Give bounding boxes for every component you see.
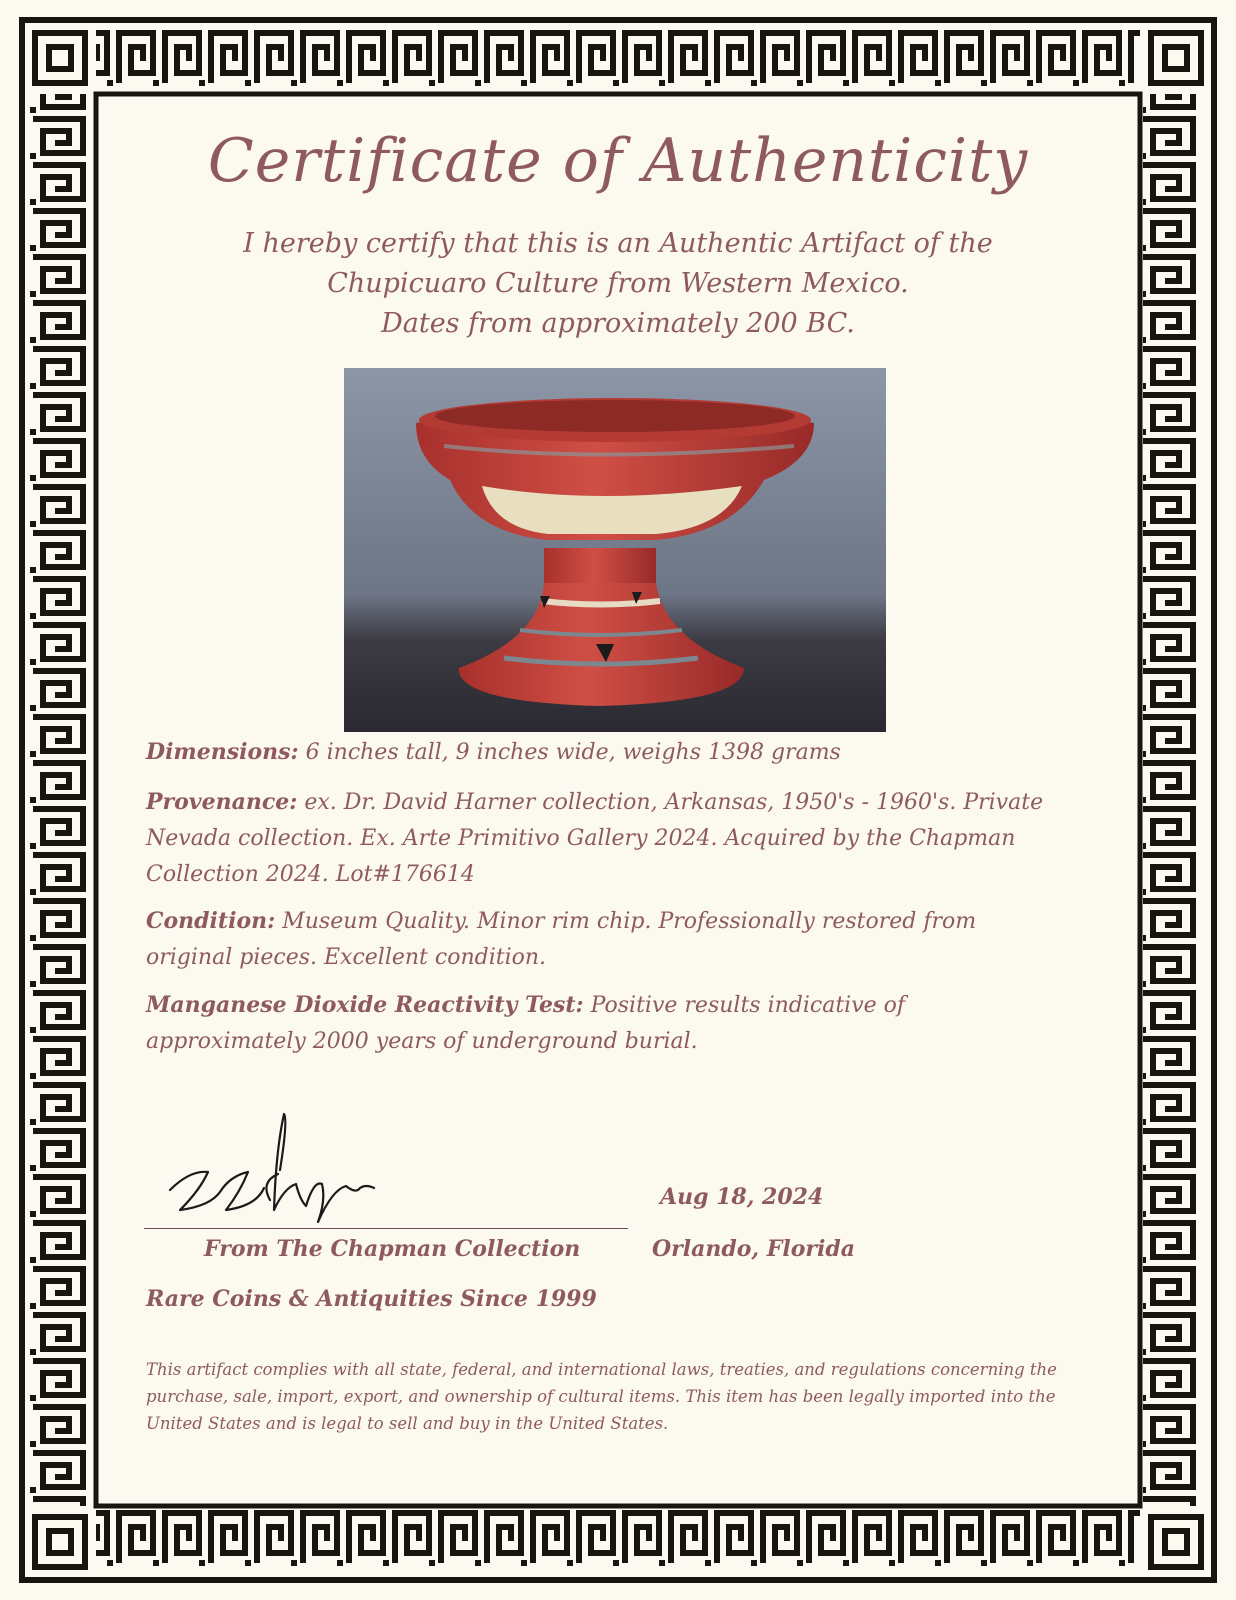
provenance-text: ex. Dr. David Harner collection, Arkansas, 1950's - 1960's. Private Nevada collection. Ex. Arte Primitivo Gallery 2024. Acquired by the Chapman Collection 2024. Lot#176614: [146, 790, 1044, 887]
dimensions-label: Dimensions:: [146, 739, 299, 765]
test-section: [146, 987, 1066, 1060]
artifact-photo-icon: [344, 368, 886, 732]
test-text: Positive results indicative of approximately 2000 years of underground burial.: [146, 993, 906, 1054]
artifact-photo: [344, 368, 886, 732]
signature-caption: From The Chapman Collection: [204, 1236, 581, 1262]
signature-icon: [160, 1110, 390, 1230]
condition-label: Condition:: [146, 908, 276, 934]
dimensions-section: [146, 734, 1066, 771]
certification-statement: [130, 224, 1106, 344]
certify-line-3: Dates from approximately 200 BC.: [381, 308, 855, 339]
legal-disclaimer: This artifact complies with all state, federal, and international laws, treaties, and regulations concerning the purchase, sale, import, export, and ownership of cultural items. This item has been legally imported into the United States and is legal to sell and buy in the United States.: [146, 1360, 1057, 1433]
certificate-date: Aug 18, 2024: [660, 1184, 824, 1210]
signature-line: [144, 1228, 628, 1229]
provenance-label: Provenance:: [146, 789, 298, 815]
condition-text: Museum Quality. Minor rim chip. Professionally restored from original pieces. Excellent condition.: [146, 909, 977, 970]
test-label: Manganese Dioxide Reactivity Test:: [146, 992, 584, 1018]
certificate-title: Certificate of Authenticity: [207, 126, 1029, 196]
company-tagline: Rare Coins & Antiquities Since 1999: [146, 1286, 597, 1312]
provenance-section: [146, 784, 1066, 893]
dimensions-text: 6 inches tall, 9 inches wide, weighs 1398 grams: [305, 740, 841, 765]
certify-line-2: Chupicuaro Culture from Western Mexico.: [327, 268, 909, 299]
certify-line-1: I hereby certify that this is an Authentic Artifact of the: [243, 228, 993, 259]
certificate-location: Orlando, Florida: [652, 1236, 855, 1262]
condition-section: [146, 903, 1066, 976]
